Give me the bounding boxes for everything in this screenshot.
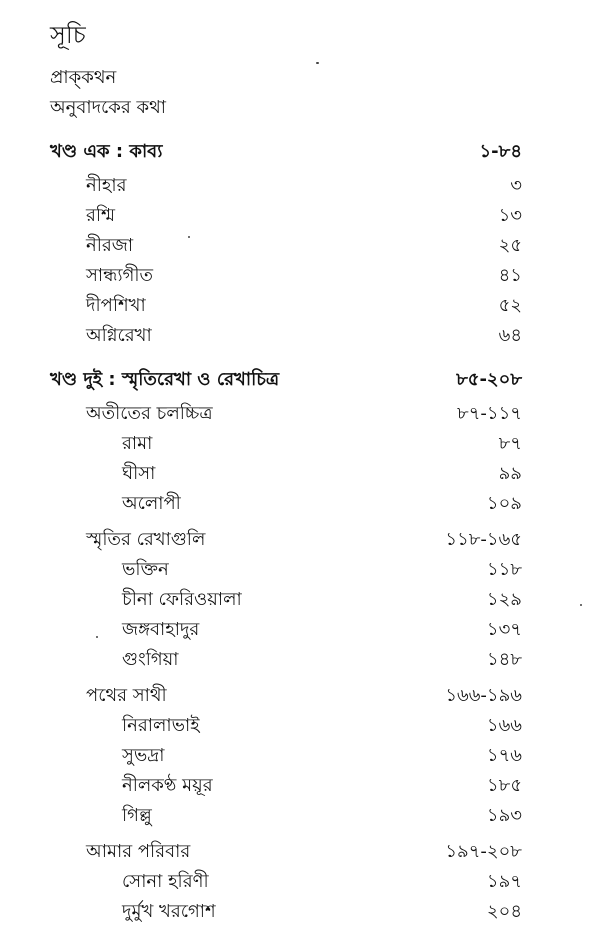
entry-title: দীপশিখা	[86, 295, 146, 316]
entry-page: ১৭৬	[486, 745, 522, 766]
toc-entry	[0, 714, 600, 738]
entry-title: চীনা ফেরিওয়ালা	[122, 589, 242, 610]
entry-title: সুভদ্রা	[122, 745, 165, 766]
toc-entry	[0, 558, 600, 582]
entry-page: ৯৯	[498, 463, 522, 484]
entry-page: ১৯৩	[486, 805, 522, 826]
toc-entry	[0, 264, 600, 288]
section-title: আমার পরিবার	[86, 841, 191, 862]
toc-section	[0, 402, 600, 426]
section-title: স্মৃতির রেখাগুলি	[86, 529, 206, 550]
entry-page: ২০৪	[486, 901, 522, 922]
toc-entry	[0, 900, 600, 924]
entry-title: রশ্মি	[86, 205, 116, 226]
scan-speck	[188, 236, 190, 238]
scan-speck	[316, 62, 319, 64]
part-pages: ৮৫-২০৮	[456, 369, 522, 390]
entry-page: ১৬৬	[486, 715, 522, 736]
entry-page: ২৫	[498, 235, 522, 256]
toc-entry	[0, 804, 600, 828]
entry-title: নীহার	[86, 175, 127, 196]
entry-page: ৪১	[498, 265, 522, 286]
entry-page: ১২৯	[486, 589, 522, 610]
section-title: পথের সাথী	[86, 685, 167, 706]
toc-entry-translator-note	[0, 96, 600, 120]
entry-title: জঙ্গবাহাদুর	[122, 619, 200, 640]
entry-page: ৬৪	[498, 325, 522, 346]
toc-entry	[0, 618, 600, 642]
toc-part-two	[0, 368, 600, 392]
toc-entry	[0, 204, 600, 228]
section-pages: ১৯৭-২০৮	[445, 841, 522, 862]
entry-page: ৮৭	[498, 433, 522, 454]
toc-entry	[0, 432, 600, 456]
toc-entry	[0, 774, 600, 798]
entry-page: ১৮৫	[486, 775, 522, 796]
toc-entry	[0, 870, 600, 894]
entry-title: ঘীসা	[122, 463, 156, 484]
entry-title: সান্ধ্যগীত	[86, 265, 154, 286]
toc-section	[0, 684, 600, 708]
scan-speck	[96, 636, 98, 638]
part-title: খণ্ড দুই : স্মৃতিরেখা ও রেখাচিত্র	[50, 369, 280, 390]
toc-entry-preface	[0, 66, 600, 90]
entry-title: নিরালাভাই	[122, 715, 200, 736]
toc-entry	[0, 648, 600, 672]
entry-title: ভক্তিন	[122, 559, 169, 580]
entry-page: ১০৯	[486, 493, 522, 514]
toc-entry	[0, 492, 600, 516]
entry-page: ১৩	[498, 205, 522, 226]
entry-title: প্রাক্‌কথন	[50, 67, 117, 88]
toc-entry	[0, 174, 600, 198]
toc-section	[0, 840, 600, 864]
entry-title: নীরজা	[86, 235, 134, 256]
entry-title: দুর্মুখ খরগোশ	[122, 901, 216, 922]
entry-title: গুংগিয়া	[122, 649, 179, 670]
entry-page: ১৯৭	[486, 871, 522, 892]
entry-title: অনুবাদকের কথা	[50, 97, 166, 118]
toc-section	[0, 528, 600, 552]
entry-page: ৩	[510, 175, 522, 196]
toc-title: সূচি	[50, 21, 86, 49]
scan-speck	[580, 604, 582, 606]
section-pages: ৮৭-১১৭	[457, 403, 522, 424]
toc-entry	[0, 588, 600, 612]
toc-entry	[0, 462, 600, 486]
part-title: খণ্ড এক : কাব্য	[50, 141, 163, 162]
section-title: অতীতের চলচ্চিত্র	[86, 403, 213, 424]
toc-entry	[0, 324, 600, 348]
entry-title: সোনা হরিণী	[122, 871, 209, 892]
entry-title: অলোপী	[122, 493, 181, 514]
entry-page: ৫২	[498, 295, 522, 316]
toc-part-one	[0, 140, 600, 164]
entry-page: ১১৮	[486, 559, 522, 580]
toc-entry	[0, 294, 600, 318]
part-pages: ১-৮৪	[479, 141, 522, 162]
entry-title: রামা	[122, 433, 153, 454]
entry-title: গিল্লু	[122, 805, 152, 826]
entry-title: অগ্নিরেখা	[86, 325, 152, 346]
entry-page: ১৩৭	[486, 619, 522, 640]
section-pages: ১১৮-১৬৫	[445, 529, 522, 550]
entry-title: নীলকণ্ঠ ময়ূর	[122, 775, 213, 796]
toc-entry	[0, 234, 600, 258]
entry-page: ১৪৮	[486, 649, 522, 670]
toc-entry	[0, 744, 600, 768]
section-pages: ১৬৬-১৯৬	[445, 685, 522, 706]
